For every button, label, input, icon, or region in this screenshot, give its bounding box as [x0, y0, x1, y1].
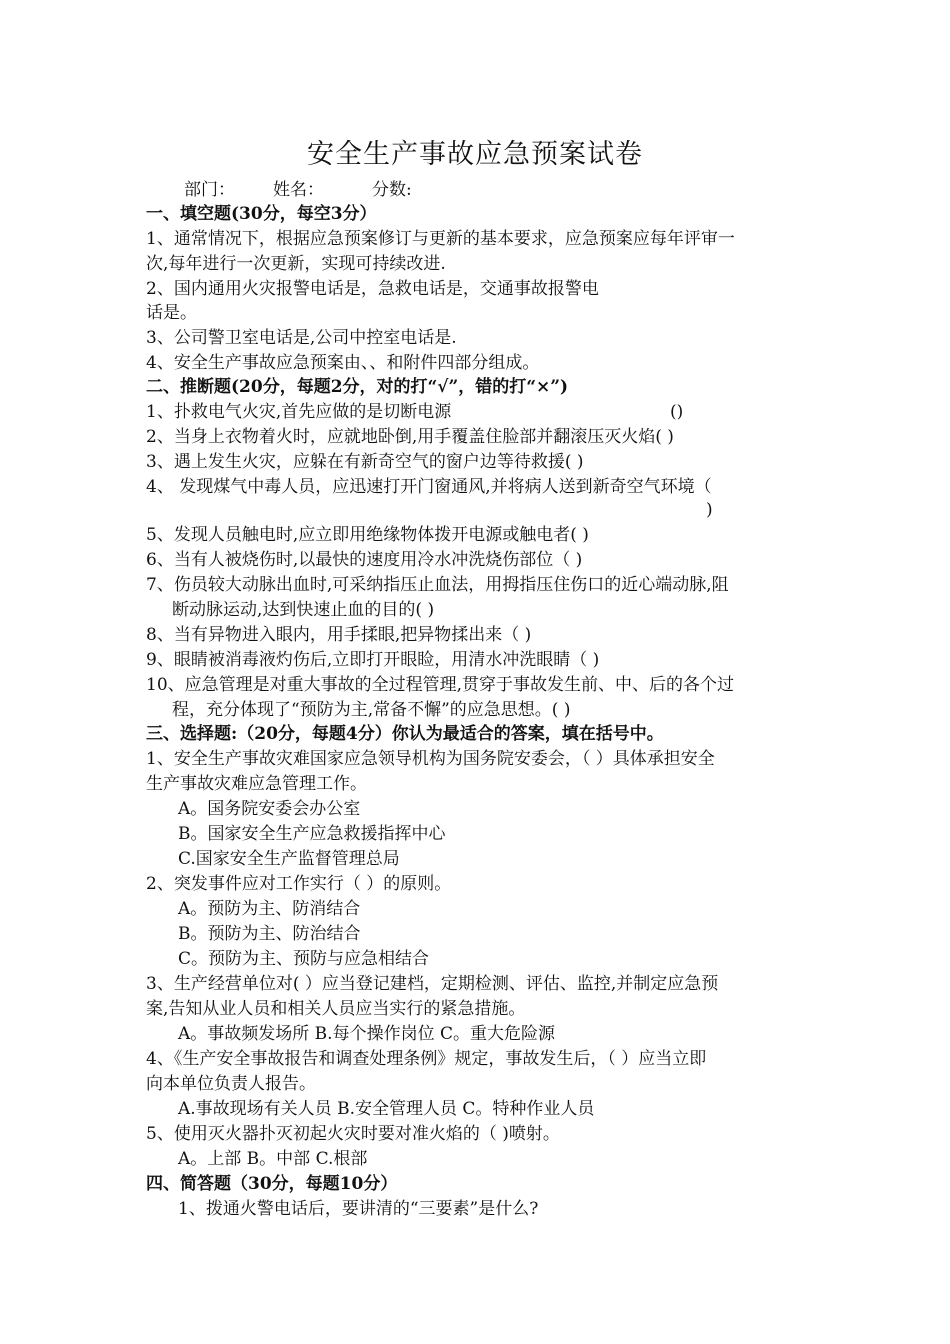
- answer-bracket: ): [706, 500, 713, 520]
- question-line: 断动脉运动,达到快速止血的目的( ): [172, 600, 435, 620]
- option-line: A.事故现场有关人员 B.安全管理人员 C。特种作业人员: [178, 1099, 595, 1119]
- option-line: A。上部 B。中部 C.根部: [178, 1149, 368, 1169]
- question-line: 向本单位负责人报告。: [146, 1074, 316, 1094]
- question-line: 2、国内通用火灾报警电话是，急救电话是，交通事故报警电: [146, 279, 599, 299]
- dept-label: 部门：: [184, 180, 235, 200]
- question-line: 4、安全生产事故应急预案由、、和附件四部分组成。: [146, 353, 540, 373]
- option-line: A。国务院安委会办公室: [178, 799, 361, 819]
- question-line: 3、遇上发生火灾，应躲在有新奇空气的窗户边等待救援( ): [146, 452, 584, 472]
- section-2-heading: 二、推断题(20分，每题2分，对的打“√”，错的打“×”): [146, 377, 569, 397]
- question-line: 3、生产经营单位对( ）应当登记建档，定期检测、评估、监控,并制定应急预: [146, 974, 719, 994]
- question-line: 3、公司警卫室电话是,公司中控室电话是.: [146, 328, 457, 348]
- option-line: A。预防为主、防消结合: [178, 899, 361, 919]
- question-line: 1、安全生产事故灾难国家应急领导机构为国务院安委会，（ ）具体承担安全: [146, 749, 715, 769]
- question-line: 案,告知从业人员和相关人员应当实行的紧急措施。: [146, 999, 526, 1019]
- question-line: 8、当有异物进入眼内，用手揉眼,把异物揉出来（ ): [146, 625, 532, 645]
- question-line: 5、使用灭火器扑灭初起火灾时要对准火焰的（ )喷射。: [146, 1124, 560, 1144]
- question-line: 程，充分体现了“预防为主,常备不懈”的应急思想。( ): [172, 700, 571, 720]
- section-4-heading: 四、简答题（30分，每题10分）: [146, 1174, 398, 1194]
- question-line: 7、伤员较大动脉出血时,可采纳指压止血法，用拇指压住伤口的近心端动脉,阻: [146, 575, 729, 595]
- option-line: C。预防为主、预防与应急相结合: [178, 949, 430, 969]
- question-line: 4、《生产安全事故报告和调查处理条例》规定，事故发生后，（ ）应当立即: [146, 1049, 707, 1069]
- question-line: 1、拨通火警电话后，要讲清的“三要素”是什么?: [178, 1199, 539, 1219]
- option-line: B。预防为主、防治结合: [178, 924, 361, 944]
- question-line: 生产事故灾难应急管理工作。: [146, 774, 367, 794]
- section-3-heading: 三、选择题:（20分，每题4分）你认为最适合的答案，填在括号中。: [146, 724, 664, 744]
- question-line: 2、突发事件应对工作实行（ ）的原则。: [146, 874, 452, 894]
- question-line: 4、 发现煤气中毒人员，应迅速打开门窗通风,并将病人送到新奇空气环境（: [146, 477, 712, 497]
- question-line: 6、当有人被烧伤时,以最快的速度用冷水冲洗烧伤部位（ ): [146, 550, 583, 570]
- option-line: A。事故频发场所 B.每个操作岗位 C。重大危险源: [178, 1024, 555, 1044]
- question-line: 话是。: [146, 303, 197, 323]
- question-line: 1、扑救电气火灾,首先应做的是切断电源: [146, 402, 452, 422]
- section-1-heading: 一、填空题(30分，每空3分）: [146, 204, 377, 224]
- question-line: 1、通常情况下，根据应急预案修订与更新的基本要求，应急预案应每年评审一: [146, 229, 735, 249]
- exam-title: 安全生产事故应急预案试卷: [307, 139, 643, 170]
- question-line: 5、发现人员触电时,应立即用绝缘物体拨开电源或触电者( ): [146, 525, 589, 545]
- header-fields: [184, 179, 412, 201]
- answer-bracket: (): [670, 402, 684, 422]
- option-line: C.国家安全生产监督管理总局: [178, 849, 400, 869]
- option-line: B。国家安全生产应急救援指挥中心: [178, 824, 446, 844]
- question-line: 10、应急管理是对重大事故的全过程管理,贯穿于事故发生前、中、后的各个过: [146, 675, 735, 695]
- question-line: 2、当身上衣物着火时，应就地卧倒,用手覆盖住脸部并翻滚压灭火焰( ): [146, 427, 674, 447]
- question-line: 次,每年进行一次更新，实现可持续改进.: [146, 254, 446, 274]
- question-line: 9、眼睛被消毒液灼伤后,立即打开眼睑，用清水冲洗眼睛（ ): [146, 650, 600, 670]
- name-label: 姓名：: [273, 180, 324, 200]
- score-label: 分数:: [372, 180, 412, 200]
